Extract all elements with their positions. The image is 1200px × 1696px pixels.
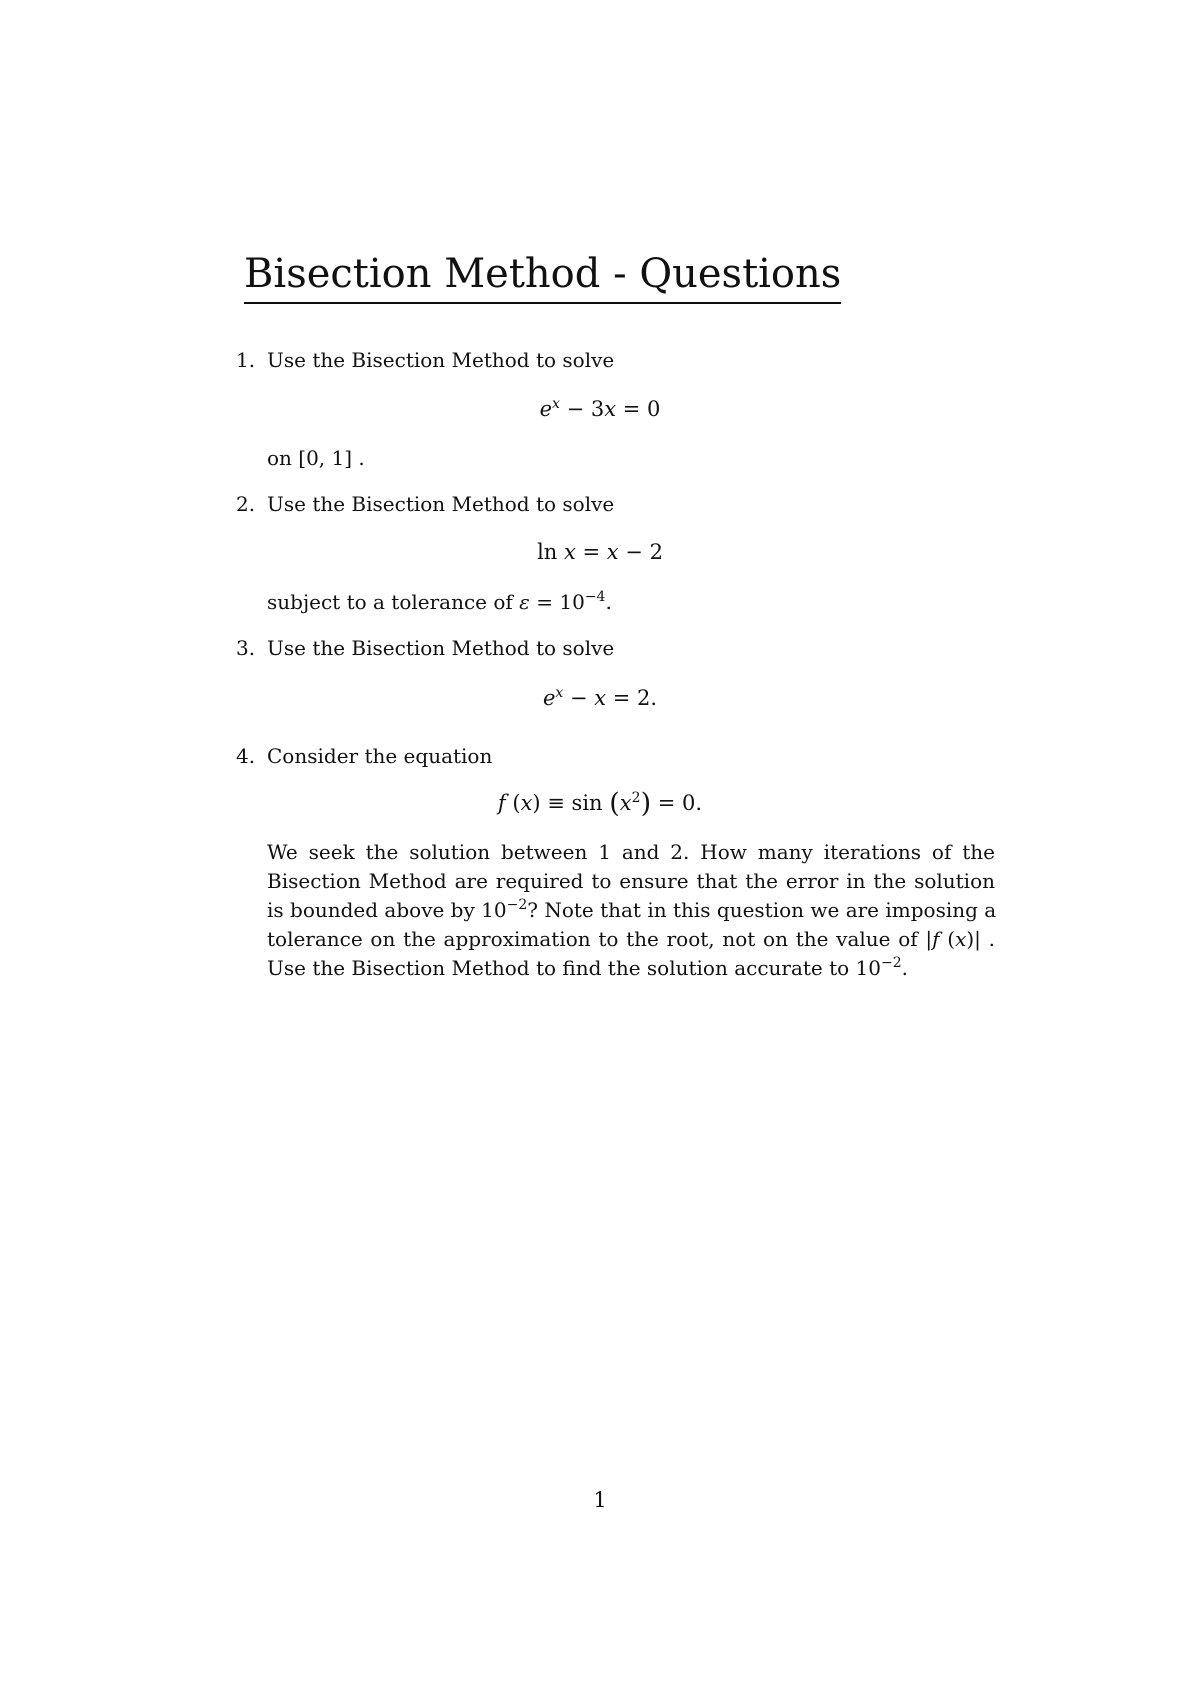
equation-2: ln x = x − 2: [537, 540, 663, 564]
equation-4: f $(x) \equiv \sin (x^2) = 0$.: [497, 788, 703, 819]
question-text: Use the Bisection Method to solve: [267, 492, 615, 516]
question-4-paragraph: [267, 838, 995, 983]
page-number: 1: [593, 1488, 607, 1512]
question-text: Use the Bisection Method to solve: [267, 348, 615, 372]
paragraph-line: Use the Bisection Method to find the solution accurate to $10^{-2}$.: [267, 955, 908, 980]
question-1: [236, 346, 996, 375]
paragraph-line: tolerance on the approximation to the root, not on the value of |f (x)| .: [267, 927, 995, 951]
question-number: 4.: [236, 744, 256, 768]
paragraph-line: Bisection Method are required to ensure that the error in the solution: [267, 869, 995, 893]
question-4: [236, 742, 996, 771]
equation-1: $e^x - 3x = 0$: [539, 396, 661, 421]
question-1-domain: on [0, 1] .: [267, 446, 365, 470]
paragraph-line: is bounded above by $10^{-2}$? Note that in this question we are imposing a: [267, 897, 997, 922]
question-2-tolerance: subject to a tolerance of $\varepsilon = 10^{-4}$.: [267, 589, 612, 614]
paragraph-line: We seek the solution between 1 and 2. How many iterations of the: [267, 840, 995, 864]
question-2: [236, 490, 996, 519]
question-number: 1.: [236, 348, 256, 372]
equation-3: $e^x - x = 2$.: [542, 685, 658, 710]
page-title: Bisection Method - Questions: [244, 250, 841, 304]
question-3: [236, 634, 996, 663]
question-text: Consider the equation: [267, 744, 493, 768]
question-number: 3.: [236, 636, 256, 660]
question-text: Use the Bisection Method to solve: [267, 636, 615, 660]
question-number: 2.: [236, 492, 256, 516]
